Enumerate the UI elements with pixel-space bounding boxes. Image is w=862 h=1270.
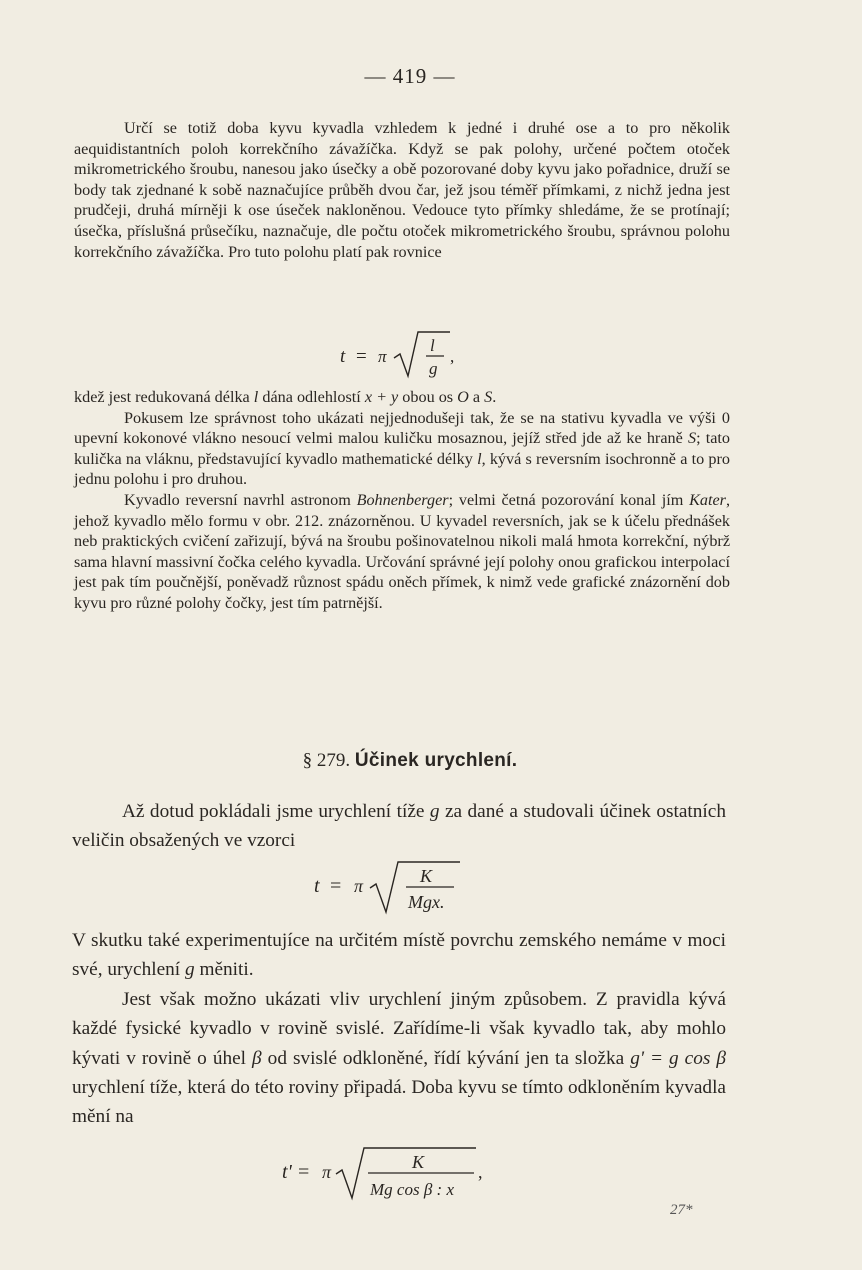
formula1-lhs: t (340, 346, 346, 367)
formula3-num: K (412, 1152, 425, 1172)
formula1-pi: π (378, 347, 387, 366)
formula1-eq: = (356, 346, 367, 367)
paragraph-in-practice: V skutku také experimentujíce na určitém místě povrchu zemského nemáme v moci své, urychlení g měniti. (72, 930, 726, 981)
formula2-pi: π (354, 876, 364, 896)
formula1-den: g (429, 359, 438, 378)
formula-physical-pendulum (310, 856, 480, 916)
paragraph-reduced-length: kdež jest redukovaná délka l dána odlehlostí x + y obou os O a S. (74, 388, 497, 406)
section-number: § 279. (302, 750, 351, 771)
large-text-block-1 (72, 797, 726, 856)
formula2-eq: = (330, 875, 342, 897)
formula3-lhs: t' (282, 1161, 292, 1183)
large-text-block-2 (72, 926, 726, 1132)
paragraph-reversible-pendulum: Kyvadlo reversní navrhl astronom Bohnenberger; velmi četná pozorování konal jím Kater, jehož kyvadlo mělo formu v obr. 212. znázorněnou. U kyvadel reversních, jak se k účelu přednášek neb praktických cvičení zařizují, bývá na šroubu pošinovatelnou nikoli malá hmota korrekční, nýbrž sama hlavní massivní čočka celého kyvadla. Určování správné její polohy onou grafickou interpolací jest pak tím poučnější, poněvadž různost spádu oněch přímek, k nimž vede grafické znázornění dob kyvu pro různé polohy čočky, jest tím patrnější. (74, 490, 730, 612)
section-title: Účinek urychlení. (354, 750, 518, 771)
formula2-lhs: t (314, 875, 320, 897)
page-number: — 419 — (364, 64, 456, 88)
formula2-num: K (420, 866, 433, 886)
formula2-den: Mgx. (408, 892, 445, 912)
paragraph-interpolation: Určí se totiž doba kyvu kyvadla vzhledem k jedné i druhé ose a to pro několik aequidistantních poloh korrekčního závažíčka. Když se pak polohy, určené počtem otoček mikrometrického šroubu, nanesou jako úsečky a obě pozorované doby kyvu jako pořadnice, druží se body tak zjednané k sobě naznačujíce průběh dvou čar, jež jsou téměř přímkami, z nichž jedna jest prudčeji, druhá mírněji k ose úseček nakloněnou. Vedouce tyto přímky shledáme, že se protínají; úsečka, příslušná průsečíku, naznačuje, dle počtu otoček mikrometrického šroubu, správnou polohu korrekčního závažíčka. Pro tuto polohu platí pak rovnice (74, 119, 730, 261)
sqrt-sign (394, 332, 450, 376)
formula1-trail: , (450, 347, 455, 366)
formula3-trail: , (478, 1162, 483, 1182)
section-heading (0, 750, 820, 772)
paragraph-experiment: Pokusem lze správnost toho ukázati nejjednodušeji tak, že se na stativu kyvadla ve výši 0 upevní kokonové vlákno nesoucí velmi malou kuličku mosaznou, jejíž střed jde až ke hraně S; tato kulička na vláknu, představující kyvadlo mathematické délky l, kývá s reversním isochronně a to pro jednu polohu i pro druhou. (74, 408, 730, 489)
formula1-num: l (430, 336, 435, 355)
paragraph-acceleration: Až dotud pokládali jsme urychlení tíže g za dané a studovali účinek ostatních veličin obsažených ve vzorci (72, 801, 726, 852)
formula3-den: Mg cos β : x (370, 1180, 454, 1199)
formula-period (336, 326, 476, 382)
middle-text-block (74, 387, 730, 614)
signature-mark: 27* (670, 1202, 693, 1218)
formula3-pi: π (322, 1162, 332, 1182)
paragraph-inclined-plane: Jest však možno ukázati vliv urychlení jiným způsobem. Z pravidla kývá každé fysické kyvadlo v rovině svislé. Zařídíme-li však kyvadlo tak, aby mohlo kývati v rovině o úhel β od svislé odkloněné, řídí kývání jen ta složka g' = g cos β urychlení tíže, která do této roviny připadá. Doba kyvu se tímto odkloněním kyvadla mění na (72, 988, 726, 1128)
top-text-block (74, 118, 730, 262)
formula-inclined-pendulum (280, 1140, 510, 1202)
formula3-eq: = (298, 1161, 310, 1183)
